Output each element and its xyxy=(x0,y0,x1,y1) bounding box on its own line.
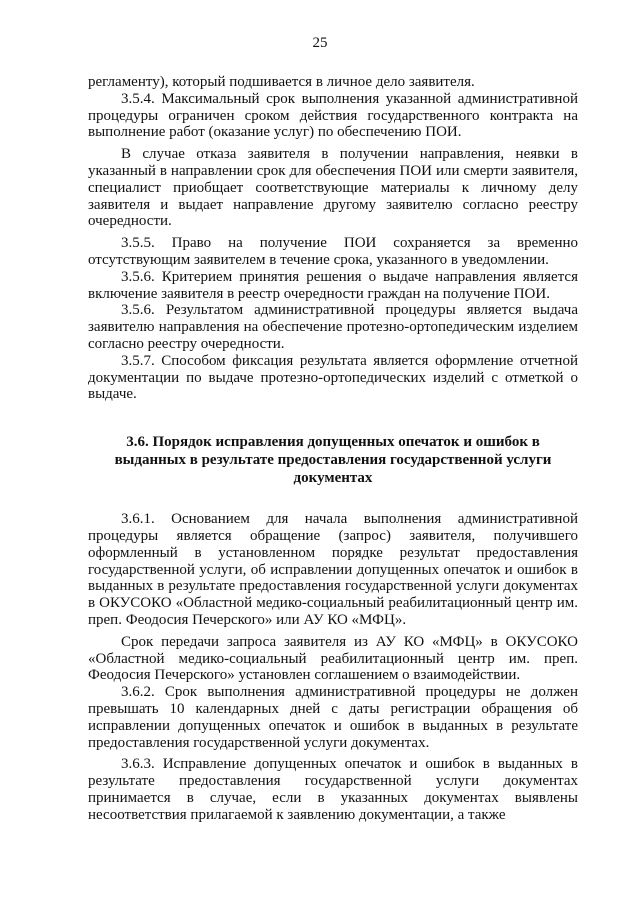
paragraph-3-6-3: 3.6.3. Исправление допущенных опечаток и ошибок в выданных в результате предоставления государственной услуги документах принимается в случае, если в указанных документах выявлены несоответствия прилагаемой к заявлению документации, а также xyxy=(88,756,578,823)
page-number: 25 xyxy=(312,35,328,51)
paragraph-refusal: В случае отказа заявителя в получении направления, неявки в указанный в направлении срок для обеспечения ПОИ или смерти заявителя, специалист приобщает соответствующие материалы к личному делу заявителя и выдает направление другому заявителю согласно реестру очередности. xyxy=(88,146,578,230)
paragraph-3-5-4: 3.5.4. Максимальный срок выполнения указанной административной процедуры ограничен сроком действия государственного контракта на выполнение работ (оказание услуг) по обеспечению ПОИ. xyxy=(88,90,578,141)
paragraph-continuation: регламенту), который подшивается в личное дело заявителя. xyxy=(88,74,475,90)
paragraph-3-5-7: 3.5.7. Способом фиксация результата является оформление отчетной документации по выдаче протезно-ортопедических изделий с отметкой о выдаче. xyxy=(88,352,578,403)
paragraph-3-5-6-criterion: 3.5.6. Критерием принятия решения о выдаче направления является включение заявителя в реестр очередности граждан на получение ПОИ. xyxy=(88,268,578,302)
paragraph-3-5-5: 3.5.5. Право на получение ПОИ сохраняется за временно отсутствующим заявителем в течение срока, указанного в уведомлении. xyxy=(88,235,578,268)
page-body xyxy=(88,74,578,823)
section-heading: 3.6. Порядок исправления допущенных опечаток и ошибок в выданных в результате предоставления государственной услуги документах xyxy=(114,434,552,487)
paragraph-3-6-2: 3.6.2. Срок выполнения административной процедуры не должен превышать 10 календарных дней с даты регистрации обращения об исправлении допущенных опечаток и ошибок в выданных в результате предоставления государственной услуги документах. xyxy=(88,684,578,751)
paragraph-3-6-1: 3.6.1. Основанием для начала выполнения административной процедуры является обращение (запрос) заявителя, получившего оформленный в установленном порядке результат предоставления государственной услуги, об исправлении допущенных опечаток и ошибок в выданных в результате предоставления государственной услуги документах в ОКУСОКО «Областной медико-социальный реабилитационный центр им. преп. Феодосия Печерского» или АУ КО «МФЦ». xyxy=(88,511,578,628)
paragraph-transfer-term: Срок передачи запроса заявителя из АУ КО «МФЦ» в ОКУСОКО «Областной медико-социальный реабилитационный центр им. преп. Феодосия Печерского» установлен соглашением о взаимодействии. xyxy=(88,633,578,684)
paragraph-3-5-6-result: 3.5.6. Результатом административной процедуры является выдача заявителю направления на обеспечение протезно-ортопедическим изделием согласно реестру очередности. xyxy=(88,302,578,352)
